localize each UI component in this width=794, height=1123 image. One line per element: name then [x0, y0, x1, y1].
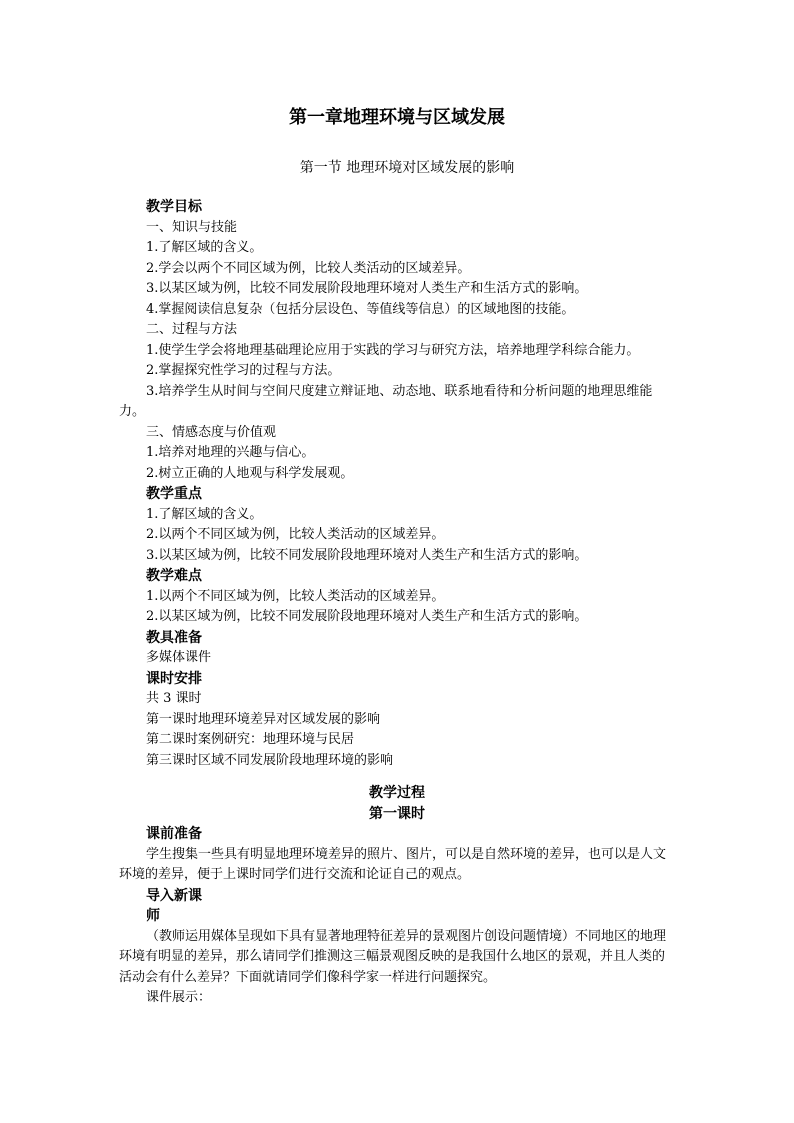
goals-section-2: 二、过程与方法: [146, 322, 238, 337]
list-item: 3.以某区域为例，比较不同发展阶段地理环境对人类生产和生活方式的影响。: [146, 547, 588, 563]
difficult-points-heading: 教学难点: [146, 568, 202, 584]
list-item: 1.培养对地理的兴趣与信心。: [146, 445, 315, 460]
process-heading: 教学过程: [369, 785, 425, 801]
list-item: 1.了解区域的含义。: [146, 240, 263, 255]
intro-heading: 导入新课: [146, 887, 202, 904]
list-item: 2.学会以两个不同区域为例，比较人类活动的区域差异。: [146, 260, 471, 276]
list-item: 3.培养学生从时间与空间尺度建立辩证地、动态地、联系地看待和分析问题的地理思维能力。: [119, 383, 653, 419]
lesson-heading: 第一课时: [369, 805, 425, 822]
list-item: 4.掌握阅读信息复杂（包括分层设色、等值线等信息）的区域地图的技能。: [146, 301, 575, 317]
list-item: 1.使学生学会将地理基础理论应用于实践的学习与研究方法，培养地理学科综合能力。: [146, 342, 640, 358]
courseware-label: 课件展示：: [146, 990, 212, 1005]
teacher-text: （教师运用媒体呈现如下具有显著地理特征差异的景观图片创设问题情境）不同地区的地理环境有明显的差异，那么请同学们推测这三幅景观图反映的是我国什么地区的景观，并且人类的活动会有什么差异？下面就请同学们像科学家一样进行问题探究。: [119, 928, 667, 985]
list-item: 2.以两个不同区域为例，比较人类活动的区域差异。: [146, 527, 445, 542]
list-item: 共 3 课时: [146, 691, 202, 706]
list-item: 第三课时区域不同发展阶段地理环境的影响: [146, 752, 394, 768]
document-body: [119, 197, 675, 1009]
list-item: 2.树立正确的人地观与科学发展观。: [146, 465, 354, 481]
list-item: 3.以某区域为例，比较不同发展阶段地理环境对人类生产和生活方式的影响。: [146, 281, 588, 296]
list-item: 2.掌握探究性学习的过程与方法。: [146, 363, 341, 378]
prep-text: 学生搜集一些具有明显地理环境差异的照片、图片，可以是自然环境的差异，也可以是人文环境的差异，便于上课时同学们进行交流和论证自己的观点。: [119, 846, 667, 882]
chapter-title: 第一章地理环境与区域发展: [289, 107, 505, 128]
list-item: 2.以某区域为例，比较不同发展阶段地理环境对人类生产和生活方式的影响。: [146, 609, 588, 624]
section-subtitle: 第一节 地理环境对区域发展的影响: [299, 160, 515, 176]
goals-section-1: 一、知识与技能: [146, 219, 238, 235]
list-item: 1.了解区域的含义。: [146, 506, 263, 522]
goals-section-3: 三、情感态度与价值观: [146, 424, 277, 440]
tools-text: 多媒体课件: [146, 650, 212, 665]
list-item: 第一课时地理环境差异对区域发展的影响: [146, 711, 381, 727]
list-item: 1.以两个不同区域为例，比较人类活动的区域差异。: [146, 588, 445, 604]
list-item: 第二课时案例研究：地理环境与民居: [146, 732, 355, 747]
tools-heading: 教具准备: [146, 629, 202, 646]
key-points-heading: 教学重点: [146, 486, 202, 502]
prep-heading: 课前准备: [146, 826, 202, 842]
teacher-label: 师: [146, 908, 160, 924]
schedule-heading: 课时安排: [146, 670, 202, 687]
goals-heading: 教学目标: [146, 199, 202, 215]
